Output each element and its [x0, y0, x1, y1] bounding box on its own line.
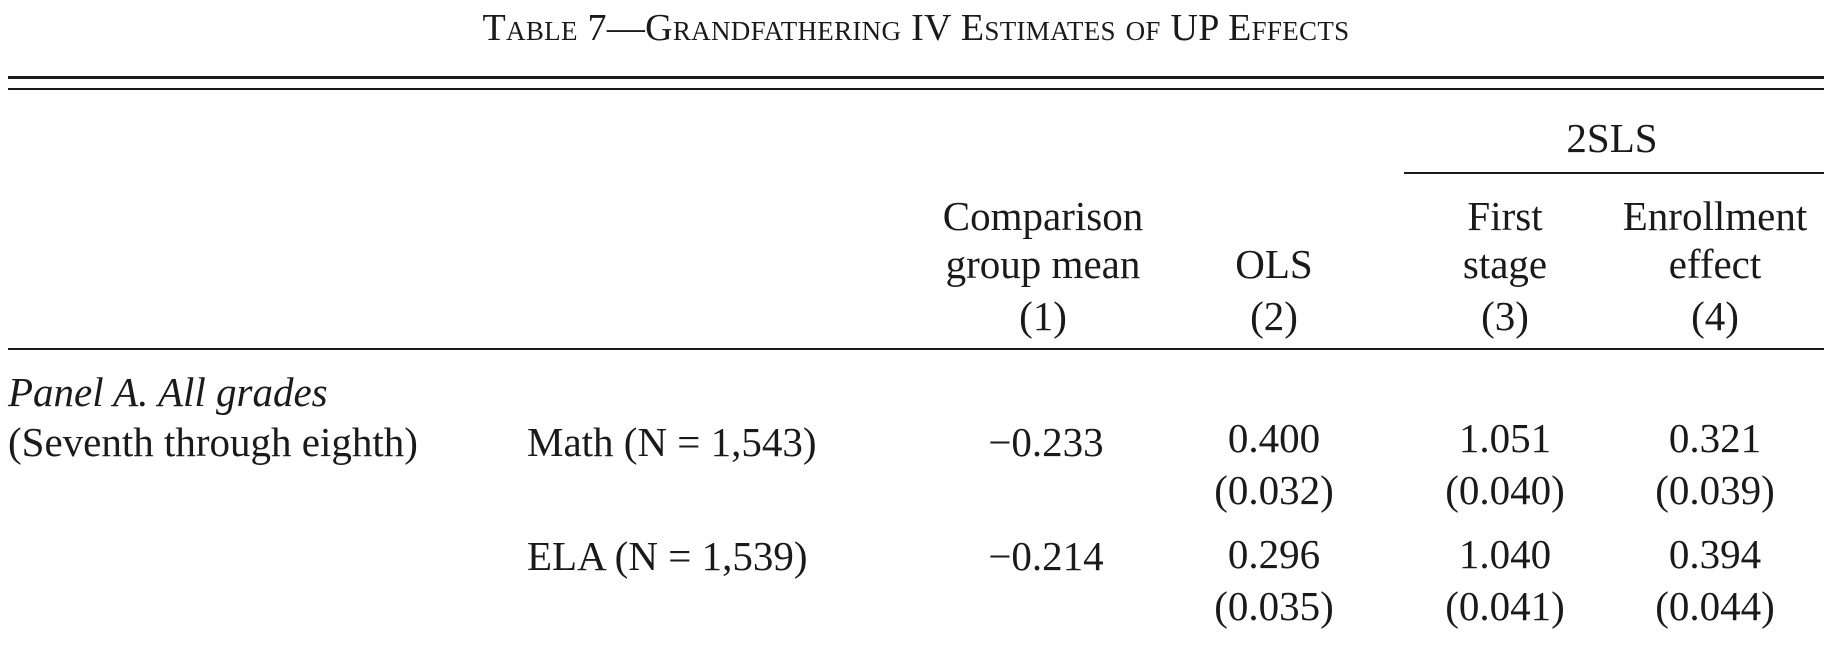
ela-ols-estimate: 0.296: [1227, 531, 1321, 577]
col3-header-line1: First: [1467, 193, 1543, 239]
ela-first-stage-se: (0.041): [1445, 583, 1565, 629]
ela-comparison-mean: −0.214: [988, 533, 1104, 579]
ela-ols-se: (0.035): [1214, 583, 1334, 629]
panel-title: Panel A. All grades: [8, 369, 328, 415]
math-enrollment-effect: 0.321: [1668, 415, 1762, 461]
math-ols-se: (0.032): [1214, 467, 1334, 513]
row-label-ela: ELA (N = 1,539): [527, 533, 808, 579]
header-bottom-rule: [8, 348, 1824, 350]
panel-subtitle: (Seventh through eighth): [8, 419, 418, 465]
col1-header-num: (1): [1019, 293, 1067, 339]
col3-header-line2: stage: [1462, 241, 1548, 287]
math-ols-estimate: 0.400: [1227, 415, 1321, 461]
math-enrollment-effect-se: (0.039): [1655, 467, 1775, 513]
ela-first-stage: 1.040: [1458, 531, 1552, 577]
ela-enrollment-effect-se: (0.044): [1655, 583, 1775, 629]
col4-header-num: (4): [1691, 293, 1739, 339]
col1-header-line2: group mean: [945, 241, 1141, 287]
col4-header-line2: effect: [1668, 241, 1762, 287]
col1-header-line1: Comparison: [942, 193, 1144, 239]
col2-header-line1: OLS: [1235, 241, 1313, 287]
row-label-math: Math (N = 1,543): [527, 419, 817, 465]
col2-header-num: (2): [1250, 293, 1298, 339]
col4-header-line1: Enrollment: [1622, 193, 1808, 239]
col3-header-num: (3): [1481, 293, 1529, 339]
top-rule-1: [8, 76, 1824, 79]
ela-enrollment-effect: 0.394: [1668, 531, 1762, 577]
table-title: Table 7—Grandfathering IV Estimates of UP Effects: [482, 7, 1350, 49]
math-comparison-mean: −0.233: [988, 419, 1104, 465]
group-header-2sls: 2SLS: [1566, 115, 1658, 161]
top-rule-2: [8, 88, 1824, 90]
math-first-stage: 1.051: [1458, 415, 1552, 461]
group-header-rule: [1404, 172, 1824, 174]
math-first-stage-se: (0.040): [1445, 467, 1565, 513]
